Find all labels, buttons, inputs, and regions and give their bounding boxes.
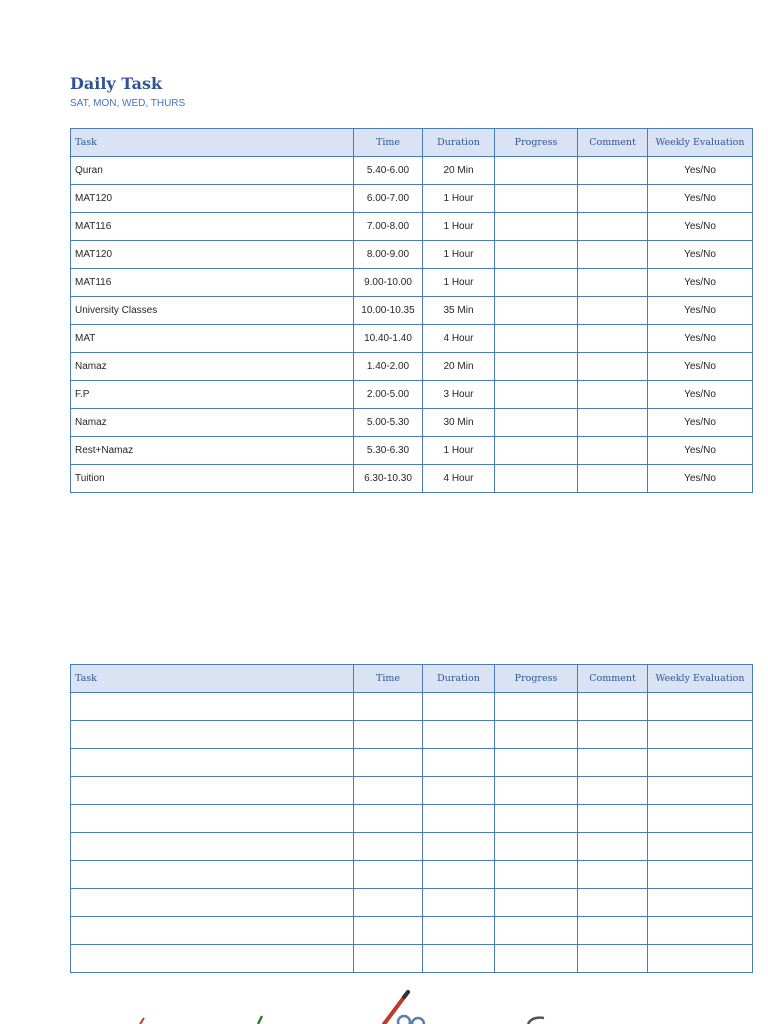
progress-cell [495, 185, 578, 213]
evaluation-cell [648, 721, 753, 749]
evaluation-cell: Yes/No [648, 157, 753, 185]
evaluation-cell: Yes/No [648, 213, 753, 241]
header-weekly-evaluation: Weekly Evaluation [648, 665, 753, 693]
evaluation-cell: Yes/No [648, 325, 753, 353]
table-row [71, 693, 753, 721]
task-cell [71, 805, 354, 833]
time-cell: 7.00-8.00 [354, 213, 423, 241]
table-row [71, 861, 753, 889]
comment-cell [578, 833, 648, 861]
progress-cell [495, 465, 578, 493]
table-row [71, 917, 753, 945]
evaluation-cell: Yes/No [648, 241, 753, 269]
progress-cell [495, 945, 578, 973]
duration-cell: 1 Hour [423, 437, 495, 465]
daily-task-table [70, 128, 753, 493]
task-cell: MAT120 [71, 185, 354, 213]
comment-cell [578, 157, 648, 185]
time-cell: 6.30-10.30 [354, 465, 423, 493]
duration-cell [423, 805, 495, 833]
duration-cell: 1 Hour [423, 269, 495, 297]
progress-cell [495, 325, 578, 353]
time-cell: 5.30-6.30 [354, 437, 423, 465]
comment-cell [578, 213, 648, 241]
evaluation-cell: Yes/No [648, 353, 753, 381]
duration-cell: 20 Min [423, 157, 495, 185]
progress-cell [495, 381, 578, 409]
comment-cell [578, 889, 648, 917]
task-cell: Tuition [71, 465, 354, 493]
header-comment: Comment [578, 665, 648, 693]
header-task: Task [71, 129, 354, 157]
comment-cell [578, 185, 648, 213]
duration-cell: 1 Hour [423, 185, 495, 213]
comment-cell [578, 693, 648, 721]
duration-cell: 1 Hour [423, 241, 495, 269]
table-row [71, 381, 753, 409]
task-cell: MAT116 [71, 213, 354, 241]
evaluation-cell: Yes/No [648, 437, 753, 465]
progress-cell [495, 437, 578, 465]
task-cell [71, 833, 354, 861]
time-cell: 8.00-9.00 [354, 241, 423, 269]
time-cell [354, 777, 423, 805]
evaluation-cell: Yes/No [648, 185, 753, 213]
comment-cell [578, 721, 648, 749]
progress-cell [495, 861, 578, 889]
duration-cell [423, 917, 495, 945]
school-supplies-clipart-icon [0, 988, 768, 1024]
progress-cell [495, 213, 578, 241]
header-progress: Progress [495, 665, 578, 693]
table-row [71, 945, 753, 973]
table-row [71, 185, 753, 213]
progress-cell [495, 297, 578, 325]
header-comment: Comment [578, 129, 648, 157]
table-row [71, 157, 753, 185]
time-cell: 10.40-1.40 [354, 325, 423, 353]
table-row [71, 213, 753, 241]
evaluation-cell [648, 693, 753, 721]
progress-cell [495, 777, 578, 805]
comment-cell [578, 777, 648, 805]
evaluation-cell: Yes/No [648, 269, 753, 297]
header-time: Time [354, 665, 423, 693]
header-progress: Progress [495, 129, 578, 157]
table-row [71, 749, 753, 777]
header-time: Time [354, 129, 423, 157]
duration-cell [423, 833, 495, 861]
task-cell [71, 749, 354, 777]
evaluation-cell: Yes/No [648, 381, 753, 409]
task-cell [71, 861, 354, 889]
progress-cell [495, 693, 578, 721]
time-cell [354, 721, 423, 749]
time-cell: 2.00-5.00 [354, 381, 423, 409]
task-cell: University Classes [71, 297, 354, 325]
task-cell [71, 917, 354, 945]
comment-cell [578, 861, 648, 889]
comment-cell [578, 297, 648, 325]
progress-cell [495, 805, 578, 833]
table-row [71, 889, 753, 917]
task-cell [71, 777, 354, 805]
duration-cell [423, 777, 495, 805]
duration-cell [423, 889, 495, 917]
comment-cell [578, 917, 648, 945]
comment-cell [578, 381, 648, 409]
duration-cell [423, 721, 495, 749]
comment-cell [578, 325, 648, 353]
task-cell: MAT120 [71, 241, 354, 269]
progress-cell [495, 353, 578, 381]
comment-cell [578, 353, 648, 381]
task-cell: Namaz [71, 353, 354, 381]
task-cell: MAT [71, 325, 354, 353]
header-duration: Duration [423, 129, 495, 157]
table-row [71, 437, 753, 465]
task-cell: MAT116 [71, 269, 354, 297]
evaluation-cell [648, 917, 753, 945]
comment-cell [578, 465, 648, 493]
time-cell [354, 861, 423, 889]
blank-task-table [70, 664, 753, 973]
duration-cell: 3 Hour [423, 381, 495, 409]
table-row [71, 269, 753, 297]
progress-cell [495, 269, 578, 297]
duration-cell [423, 693, 495, 721]
evaluation-cell: Yes/No [648, 297, 753, 325]
time-cell: 10.00-10.35 [354, 297, 423, 325]
duration-cell: 4 Hour [423, 465, 495, 493]
time-cell [354, 833, 423, 861]
table-row [71, 297, 753, 325]
table-header-row [71, 129, 753, 157]
time-cell: 9.00-10.00 [354, 269, 423, 297]
header-weekly-evaluation: Weekly Evaluation [648, 129, 753, 157]
evaluation-cell [648, 833, 753, 861]
comment-cell [578, 269, 648, 297]
comment-cell [578, 241, 648, 269]
time-cell [354, 805, 423, 833]
time-cell [354, 889, 423, 917]
evaluation-cell: Yes/No [648, 465, 753, 493]
task-cell: Rest+Namaz [71, 437, 354, 465]
comment-cell [578, 805, 648, 833]
duration-cell: 35 Min [423, 297, 495, 325]
table-row [71, 465, 753, 493]
task-cell [71, 945, 354, 973]
task-cell [71, 693, 354, 721]
header-duration: Duration [423, 665, 495, 693]
table-row [71, 409, 753, 437]
time-cell: 5.00-5.30 [354, 409, 423, 437]
progress-cell [495, 721, 578, 749]
duration-cell [423, 749, 495, 777]
duration-cell: 4 Hour [423, 325, 495, 353]
evaluation-cell [648, 945, 753, 973]
time-cell: 5.40-6.00 [354, 157, 423, 185]
time-cell: 6.00-7.00 [354, 185, 423, 213]
task-cell: F.P [71, 381, 354, 409]
task-cell: Namaz [71, 409, 354, 437]
table-row [71, 777, 753, 805]
table-row [71, 353, 753, 381]
duration-cell: 20 Min [423, 353, 495, 381]
duration-cell [423, 861, 495, 889]
progress-cell [495, 409, 578, 437]
comment-cell [578, 409, 648, 437]
header-task: Task [71, 665, 354, 693]
evaluation-cell [648, 805, 753, 833]
progress-cell [495, 749, 578, 777]
evaluation-cell [648, 777, 753, 805]
evaluation-cell: Yes/No [648, 409, 753, 437]
evaluation-cell [648, 861, 753, 889]
time-cell [354, 945, 423, 973]
task-cell [71, 721, 354, 749]
task-cell [71, 889, 354, 917]
table-row [71, 325, 753, 353]
comment-cell [578, 437, 648, 465]
table-row [71, 241, 753, 269]
document-title: Daily Task [70, 74, 163, 93]
evaluation-cell [648, 749, 753, 777]
duration-cell: 1 Hour [423, 213, 495, 241]
progress-cell [495, 157, 578, 185]
comment-cell [578, 749, 648, 777]
progress-cell [495, 241, 578, 269]
progress-cell [495, 917, 578, 945]
table-row [71, 721, 753, 749]
duration-cell [423, 945, 495, 973]
task-cell: Quran [71, 157, 354, 185]
time-cell [354, 749, 423, 777]
duration-cell: 30 Min [423, 409, 495, 437]
time-cell [354, 917, 423, 945]
table-row [71, 805, 753, 833]
table-header-row [71, 665, 753, 693]
evaluation-cell [648, 889, 753, 917]
progress-cell [495, 833, 578, 861]
document-subtitle: SAT, MON, WED, THURS [70, 98, 186, 109]
time-cell: 1.40-2.00 [354, 353, 423, 381]
comment-cell [578, 945, 648, 973]
time-cell [354, 693, 423, 721]
table-row [71, 833, 753, 861]
progress-cell [495, 889, 578, 917]
